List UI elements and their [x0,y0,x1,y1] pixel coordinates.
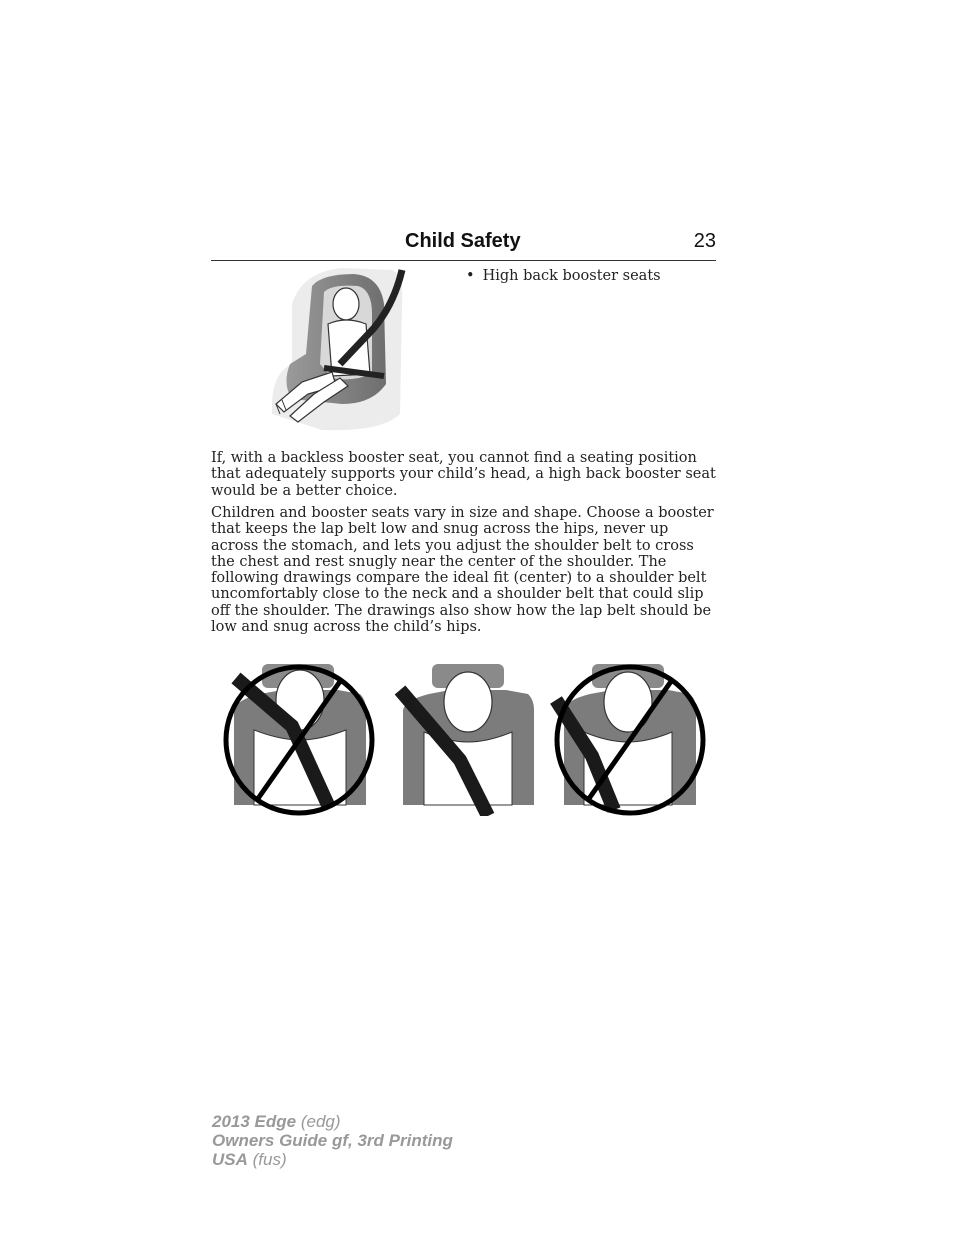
footer-line-3 [212,1150,453,1169]
section-title: Child Safety [405,230,521,252]
document-footer [212,1112,453,1169]
footer-market-code: (fus) [247,1150,287,1169]
footer-line-2 [212,1131,453,1150]
bullet-item [466,268,661,284]
footer-market: USA [212,1150,248,1169]
footer-model: 2013 Edge [212,1112,297,1131]
footer-model-code: (edg) [296,1112,341,1131]
paragraph-booster-fit: Children and booster seats vary in size and shape. Choose a booster that keeps the lap belt low and snug across the hips, never up across the stomach, and lets you adjust the shoulder belt to cross the chest and rest snugly near the center of the shoulder. The following drawings compare the ideal fit (center) to a shoulder belt uncomfortably close to the neck and a shoulder belt that could slip off the shoulder. The drawings also show how the lap belt should be low and snug across the child’s hips. [211,505,714,636]
page-number: 23 [693,230,716,252]
footer-line-1 [212,1112,453,1131]
bullet-text: High back booster seats [482,268,661,284]
bullet-marker: • [466,268,475,284]
belt-too-close-to-neck-drawing [226,664,372,813]
ideal-belt-fit-drawing [400,664,534,816]
paragraph-backless-booster: If, with a backless booster seat, you cannot find a seating position that adequately supports your child’s head, a high back booster seat would be a better choice. [211,450,716,499]
footer-guide-edition: Owners Guide gf, 3rd Printing [212,1131,453,1150]
high-back-booster-seat-illustration [262,264,410,434]
belt-fit-comparison-illustration [220,660,710,816]
belt-off-shoulder-drawing [556,664,703,813]
page-header [211,228,716,261]
